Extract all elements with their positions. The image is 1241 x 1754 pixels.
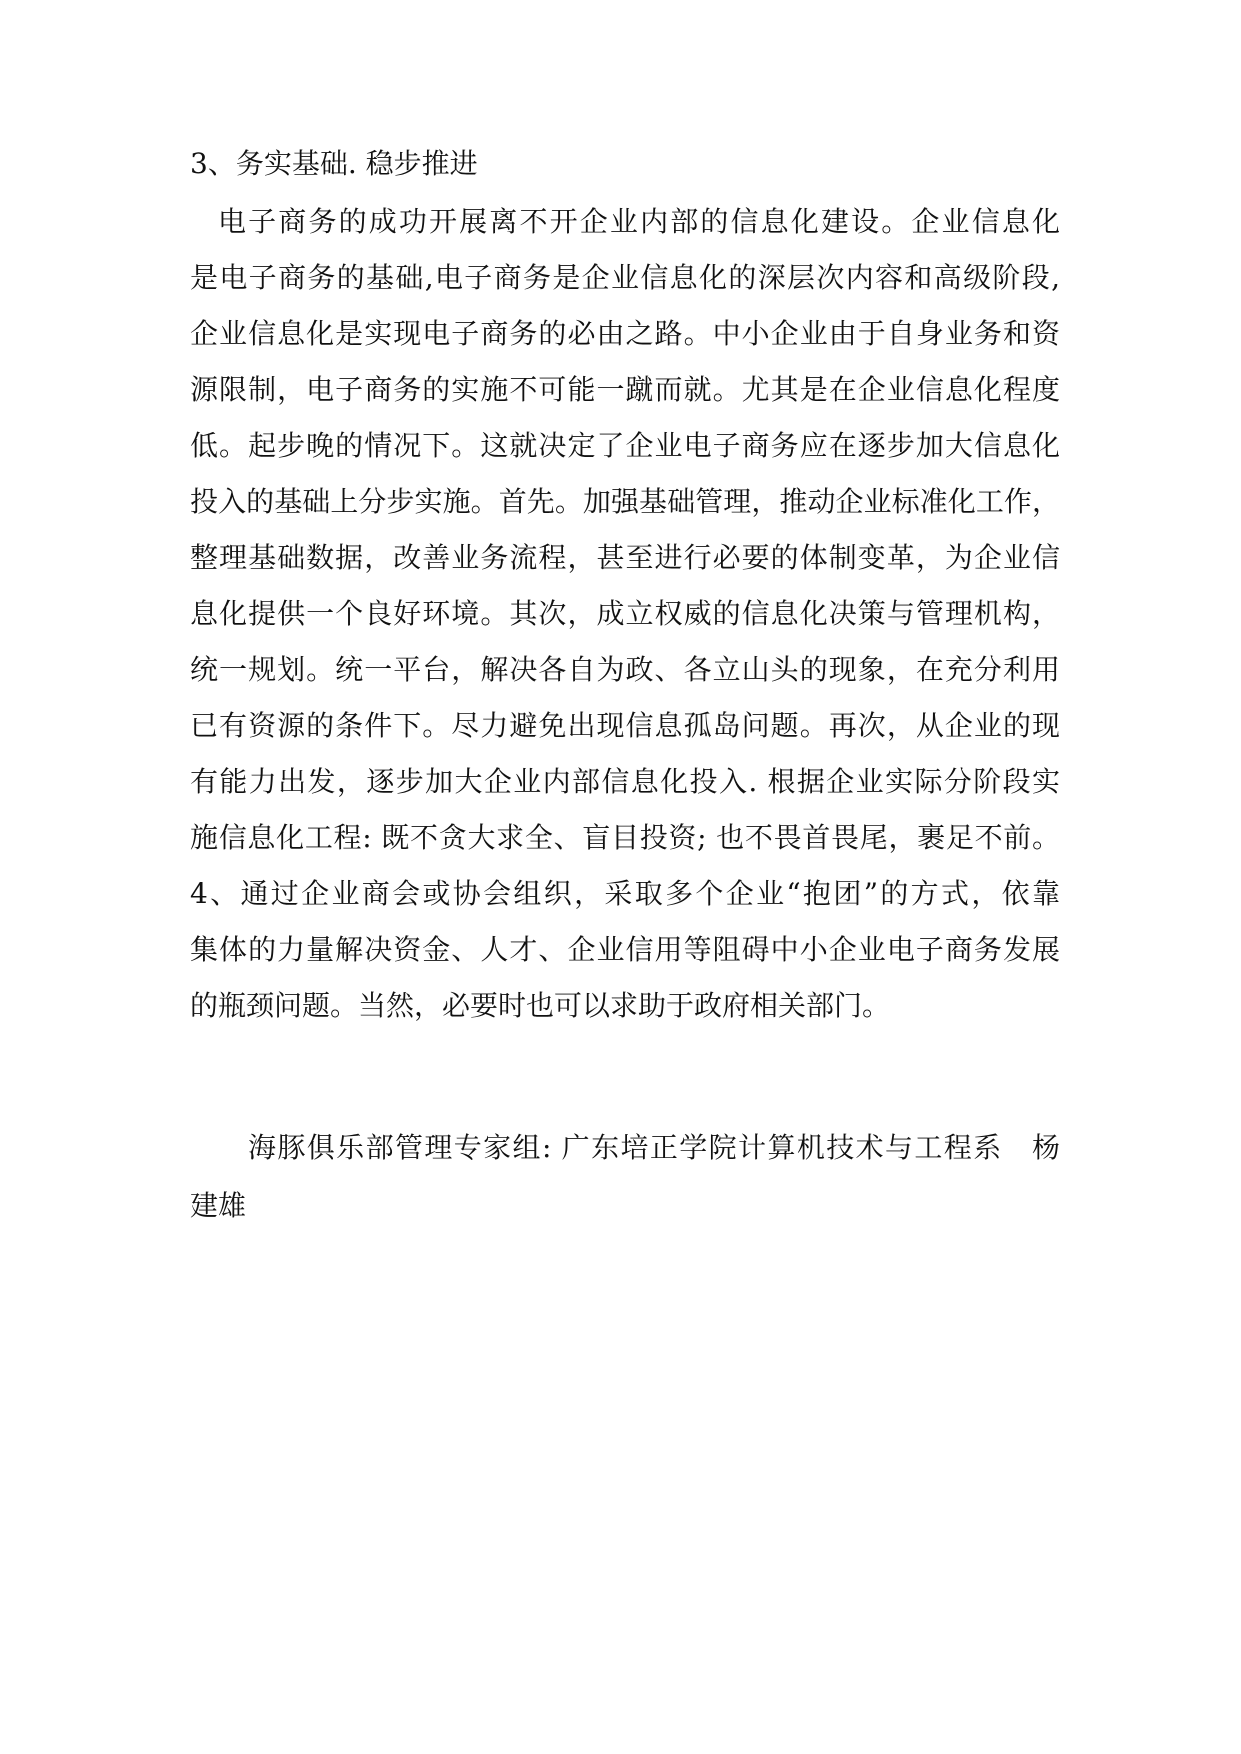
paragraph-line: 集体的力量解决资金、人才、企业信用等阻碍中小企业电子商务发展	[190, 933, 1060, 966]
paragraph-line: 企业信息化是实现电子商务的必由之路。中小企业由于自身业务和资	[190, 317, 1060, 350]
paragraph-line: 4、通过企业商会或协会组织，采取多个企业“抱团”的方式，依靠	[190, 877, 1060, 910]
paragraph-line: 的瓶颈问题。当然，必要时也可以求助于政府相关部门。	[190, 989, 891, 1022]
section-heading: 3、务实基础. 稳步推进	[190, 147, 478, 180]
signature-line: 建雄	[190, 1189, 247, 1222]
paragraph-line: 是电子商务的基础,电子商务是企业信息化的深层次内容和高级阶段,	[190, 261, 1060, 294]
paragraph-line: 低。起步晚的情况下。这就决定了企业电子商务应在逐步加大信息化	[190, 429, 1060, 462]
paragraph-line: 有能力出发，逐步加大企业内部信息化投入. 根据企业实际分阶段实	[190, 765, 1060, 798]
signature-line: 海豚俱乐部管理专家组: 广东培正学院计算机技术与工程系 杨	[248, 1131, 1060, 1164]
paragraph-line: 息化提供一个良好环境。其次，成立权威的信息化决策与管理机构，	[190, 597, 1060, 630]
paragraph-line: 源限制，电子商务的实施不可能一蹴而就。尤其是在企业信息化程度	[190, 373, 1060, 406]
paragraph-line: 已有资源的条件下。尽力避免出现信息孤岛问题。再次，从企业的现	[190, 709, 1060, 742]
paragraph-line: 整理基础数据，改善业务流程，甚至进行必要的体制变革，为企业信	[190, 541, 1060, 574]
paragraph-line: 电子商务的成功开展离不开企业内部的信息化建设。企业信息化	[218, 205, 1060, 238]
paragraph-line: 统一规划。统一平台，解决各自为政、各立山头的现象，在充分利用	[190, 653, 1060, 686]
paragraph-line: 施信息化工程: 既不贪大求全、盲目投资; 也不畏首畏尾，裹足不前。	[190, 821, 1060, 854]
paragraph-line: 投入的基础上分步实施。首先。加强基础管理，推动企业标准化工作，	[190, 485, 1060, 518]
